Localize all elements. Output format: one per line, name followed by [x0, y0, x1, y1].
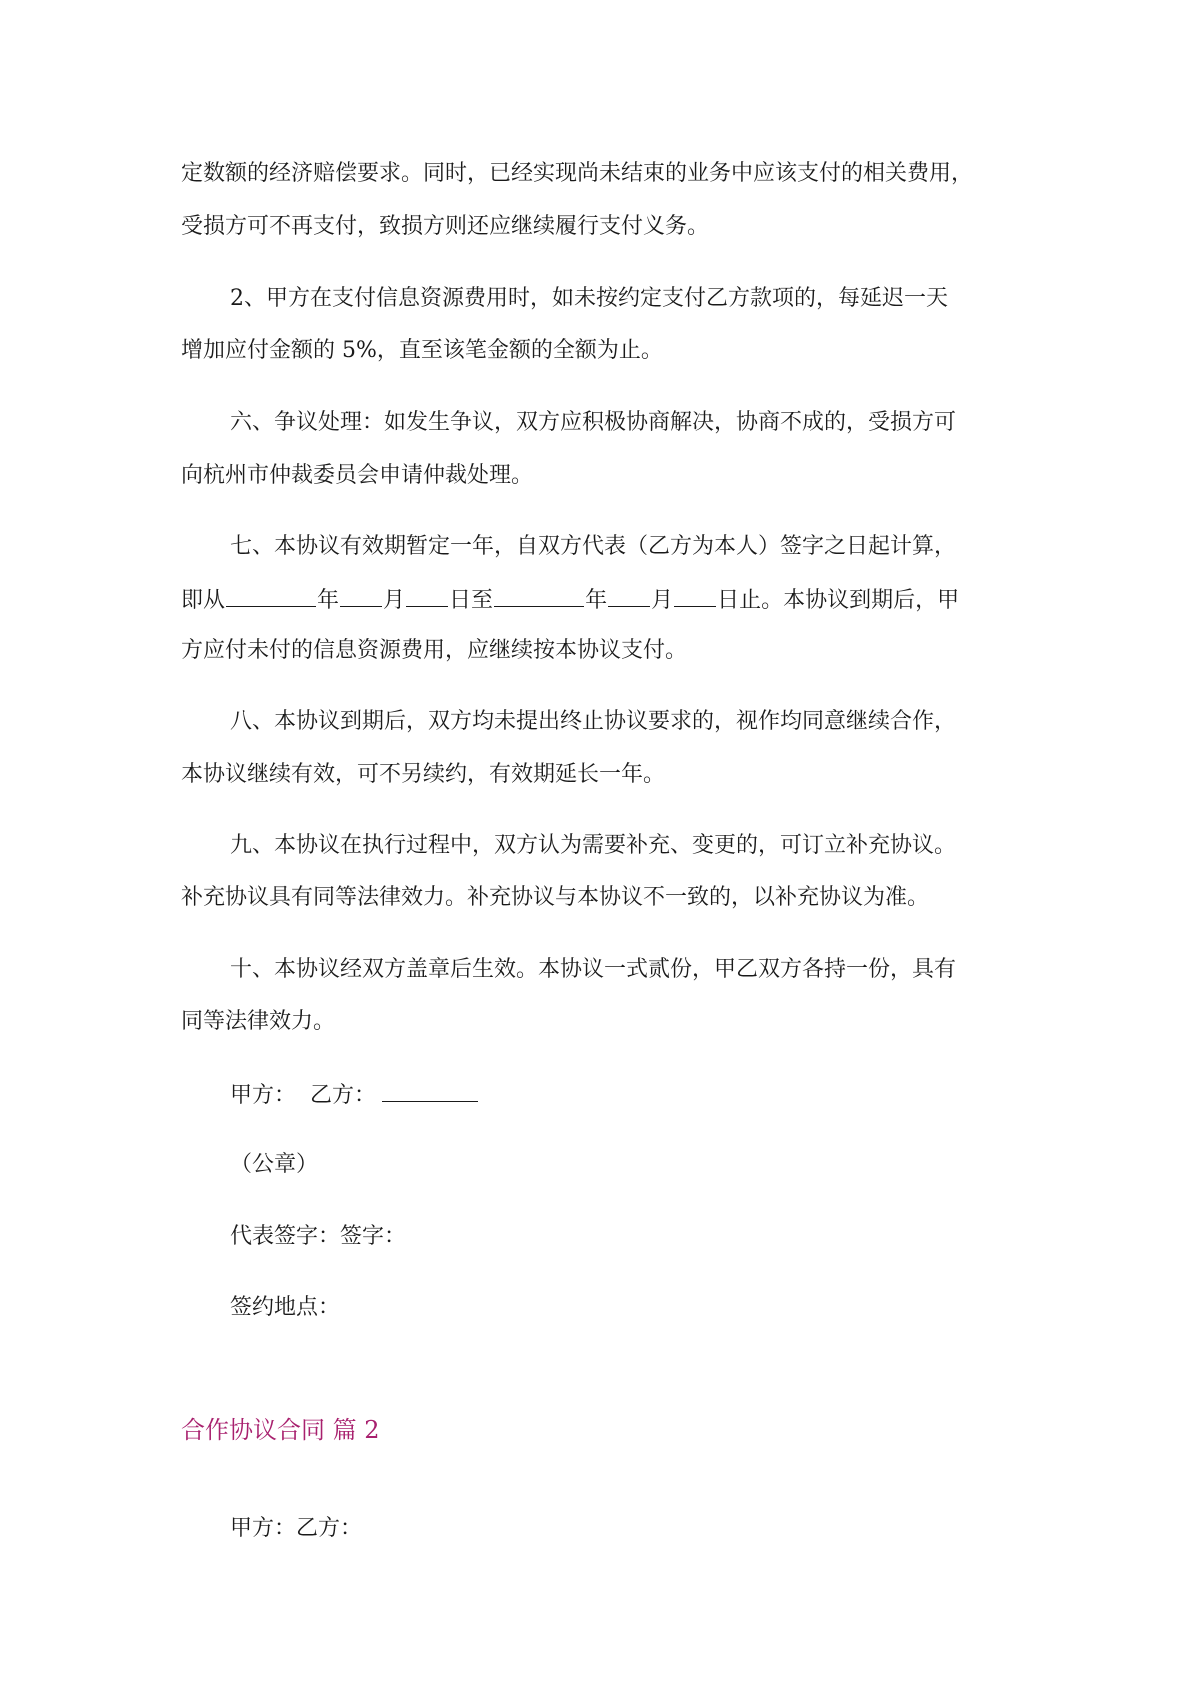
clause-5-2-line-2: 增加应付金额的 5%，直至该笔金额的全额为止。: [181, 338, 663, 363]
clause-7-line-3: 方应付未付的信息资源费用，应继续按本协议支付。: [181, 638, 688, 663]
end-year-label: 年: [585, 588, 608, 613]
month-label: 月: [383, 588, 406, 613]
clause-10-line-2: 同等法律效力。: [181, 1009, 336, 1034]
party-a-label: 甲方：: [230, 1083, 297, 1108]
end-month-blank[interactable]: [608, 584, 650, 607]
party-b-blank[interactable]: [382, 1079, 478, 1102]
clause-7-line-2: [181, 584, 959, 616]
clause-5-2-line-1: 2、甲方在支付信息资源费用时，如未按约定支付乙方款项的，每延迟一天: [230, 286, 948, 311]
day-end-label: 日止。本协议到期后，甲: [717, 588, 960, 613]
signature-parties: [230, 1079, 479, 1111]
section-heading: 合作协议合同 篇 2: [181, 1416, 380, 1444]
clause-6-line-2: 向杭州市仲裁委员会申请仲裁处理。: [181, 463, 534, 488]
end-month-label: 月: [651, 588, 674, 613]
clause-6-line-1: 六、争议处理：如发生争议，双方应积极协商解决，协商不成的，受损方可: [230, 410, 957, 435]
clause-7-from-label: 即从: [181, 588, 226, 613]
section-2-parties: 甲方：乙方：: [230, 1516, 363, 1541]
start-month-blank[interactable]: [340, 584, 382, 607]
clause-8-line-2: 本协议继续有效，可不另续约，有效期延长一年。: [181, 762, 666, 787]
clause-10-line-1: 十、本协议经双方盖章后生效。本协议一式贰份，甲乙双方各持一份，具有: [230, 957, 957, 982]
year-label: 年: [317, 588, 340, 613]
clause-9-line-1: 九、本协议在执行过程中，双方认为需要补充、变更的，可订立补充协议。: [230, 833, 957, 858]
clause-5-cont-line-1: 定数额的经济赔偿要求。同时，已经实现尚未结束的业务中应该支付的相关费用，: [181, 161, 974, 186]
day-to-label: 日至: [449, 588, 494, 613]
clause-7-line-1: 七、本协议有效期暂定一年，自双方代表（乙方为本人）签字之日起计算，: [230, 534, 957, 559]
party-b-label: 乙方：: [310, 1083, 377, 1108]
representative-signature: 代表签字：签字：: [230, 1224, 407, 1249]
signing-place: 签约地点：: [230, 1295, 341, 1320]
clause-9-line-2: 补充协议具有同等法律效力。补充协议与本协议不一致的，以补充协议为准。: [181, 885, 930, 910]
end-year-blank[interactable]: [494, 584, 584, 607]
seal-label: （公章）: [230, 1152, 319, 1177]
end-day-blank[interactable]: [674, 584, 716, 607]
clause-5-cont-line-2: 受损方可不再支付，致损方则还应继续履行支付义务。: [181, 214, 710, 239]
clause-8-line-1: 八、本协议到期后，双方均未提出终止协议要求的，视作均同意继续合作，: [230, 709, 957, 734]
start-year-blank[interactable]: [226, 584, 316, 607]
start-day-blank[interactable]: [406, 584, 448, 607]
